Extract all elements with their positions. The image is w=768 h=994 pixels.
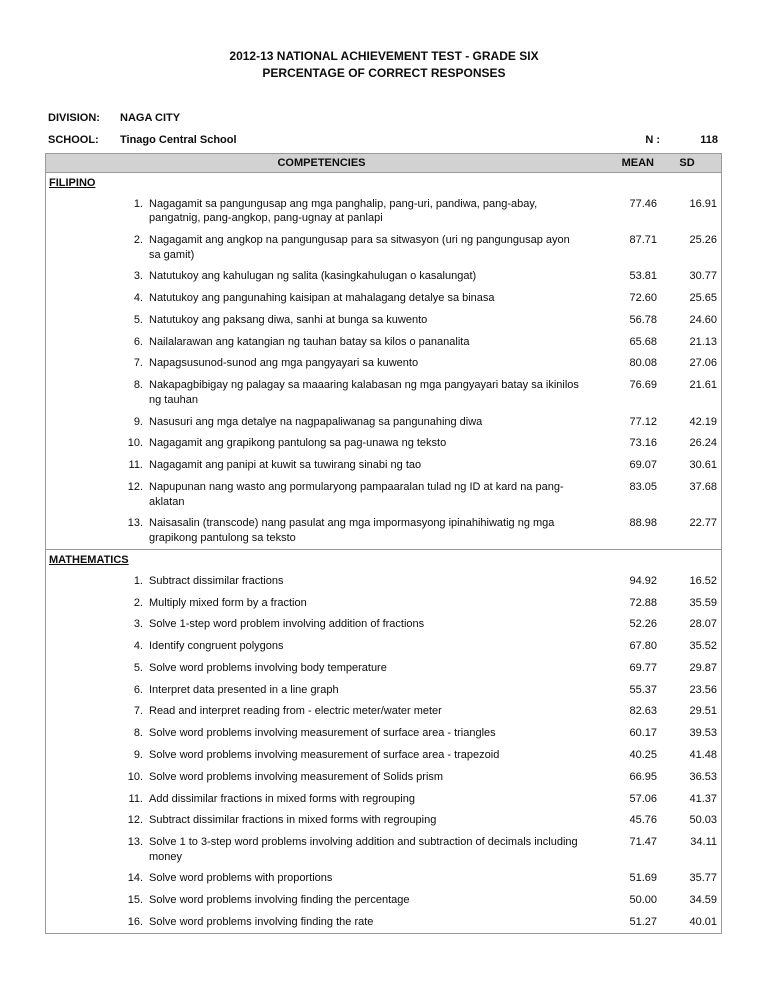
row-number: 9. [133, 415, 143, 428]
row-number: 5. [133, 313, 143, 326]
competency-row [46, 513, 721, 549]
row-number: 3. [133, 270, 143, 283]
competency-row [46, 476, 721, 512]
competency-row [46, 614, 721, 636]
row-sd-value: 29.87 [689, 661, 717, 674]
row-mean-value: 56.78 [629, 313, 657, 326]
section-label: MATHEMATICS [49, 553, 129, 566]
row-sd-value: 41.37 [689, 792, 717, 805]
row-number: 6. [133, 335, 143, 348]
competency-row [46, 288, 721, 310]
competency-row [46, 570, 721, 592]
row-competency-text: Identify congruent polygons [149, 640, 284, 653]
competency-row [46, 744, 721, 766]
row-number: 8. [133, 727, 143, 740]
row-number: 7. [133, 705, 143, 718]
row-number: 16. [127, 916, 143, 929]
division-value: NAGA CITY [120, 112, 181, 124]
row-number: 15. [127, 894, 143, 907]
row-mean-value: 57.06 [629, 792, 657, 805]
row-mean-value: 51.27 [629, 916, 657, 929]
row-competency-text: Nasusuri ang mga detalye na nagpapaliwanag sa pangunahing diwa [149, 415, 483, 428]
row-sd-value: 35.77 [689, 872, 717, 885]
row-competency-text: Napupunan nang wasto ang pormularyong pampaaralan tulad ng ID at kard na pang-aklatan [149, 480, 564, 508]
row-mean-value: 76.69 [629, 379, 657, 392]
section-header-mathematics [46, 549, 721, 570]
row-sd-value: 23.56 [689, 683, 717, 696]
row-competency-text: Nagagamit ang grapikong pantulong sa pag-unawa ng teksto [149, 437, 447, 450]
competency-row [46, 832, 721, 868]
competency-row [46, 635, 721, 657]
row-sd-value: 50.03 [689, 814, 717, 827]
row-mean-value: 40.25 [629, 748, 657, 761]
row-competency-text: Solve 1 to 3-step word problems involving addition and subtraction of decimals including money [149, 836, 578, 863]
column-header-sd: SD [679, 157, 695, 169]
n-label: N : [645, 134, 660, 146]
row-sd-value: 35.52 [689, 640, 717, 653]
row-competency-text: Interpret data presented in a line graph [149, 683, 339, 696]
competency-table [45, 153, 722, 934]
row-mean-value: 50.00 [629, 894, 657, 907]
row-number: 11. [128, 792, 143, 805]
row-number: 1. [133, 197, 143, 210]
row-sd-value: 27.06 [689, 357, 717, 370]
row-number: 14. [127, 872, 143, 885]
row-number: 5. [133, 661, 143, 674]
row-sd-value: 21.13 [689, 335, 717, 348]
report-info [48, 107, 722, 151]
row-mean-value: 51.69 [629, 872, 657, 885]
row-competency-text: Read and interpret reading from - electric meter/water meter [149, 705, 442, 718]
row-sd-value: 24.60 [689, 313, 717, 326]
row-mean-value: 53.81 [629, 270, 657, 283]
row-sd-value: 34.11 [690, 836, 717, 849]
row-mean-value: 88.98 [629, 517, 657, 530]
row-competency-text: Subtract dissimilar fractions [149, 574, 284, 587]
row-competency-text: Naisasalin (transcode) nang pasulat ang mga impormasyong ipinahihiwatig ng mga grapikong pantulong sa teksto [149, 517, 555, 544]
competency-row [46, 353, 721, 375]
row-mean-value: 87.71 [629, 233, 657, 246]
row-number: 12. [127, 814, 143, 827]
row-competency-text: Natutukoy ang pangunahing kaisipan at mahalagang detalye sa binasa [149, 292, 495, 305]
row-sd-value: 34.59 [689, 894, 717, 907]
competency-row [46, 657, 721, 679]
competency-row [46, 766, 721, 788]
row-mean-value: 72.88 [629, 596, 657, 609]
row-mean-value: 82.63 [629, 705, 657, 718]
row-number: 10. [127, 437, 143, 450]
row-mean-value: 66.95 [629, 770, 657, 783]
row-sd-value: 22.77 [689, 517, 717, 530]
row-competency-text: Solve word problems with proportions [149, 872, 333, 885]
row-competency-text: Nagagamit ang panipi at kuwit sa tuwirang sinabi ng tao [149, 459, 422, 472]
division-row [48, 107, 722, 129]
row-mean-value: 83.05 [629, 480, 657, 493]
row-number: 3. [133, 618, 143, 631]
competency-row [46, 868, 721, 890]
competency-row [46, 592, 721, 614]
competency-row [46, 266, 721, 288]
row-number: 6. [133, 683, 143, 696]
row-mean-value: 45.76 [629, 814, 657, 827]
row-sd-value: 36.53 [689, 770, 717, 783]
row-competency-text: Solve word problems involving measurement of surface area - triangles [149, 727, 496, 740]
row-sd-value: 25.26 [689, 233, 717, 246]
competency-row [46, 193, 721, 229]
report-title-line1: 2012-13 NATIONAL ACHIEVEMENT TEST - GRADE SIX [229, 49, 539, 63]
row-competency-text: Nagagamit ang angkop na pangungusap para sa sitwasyon (uri ng pangungusap ayon sa gamit) [149, 233, 570, 261]
row-sd-value: 16.52 [689, 574, 717, 587]
row-competency-text: Solve word problems involving body temperature [149, 661, 387, 674]
section-header-filipino [46, 173, 721, 193]
row-number: 7. [133, 357, 143, 370]
competency-row [46, 309, 721, 331]
row-sd-value: 41.48 [689, 748, 717, 761]
school-value: Tinago Central School [120, 134, 237, 146]
school-label: SCHOOL: [48, 134, 99, 146]
row-sd-value: 21.61 [689, 379, 717, 392]
row-number: 9. [133, 748, 143, 761]
row-competency-text: Natutukoy ang paksang diwa, sanhi at bunga sa kuwento [149, 313, 428, 326]
row-mean-value: 69.07 [629, 459, 657, 472]
row-competency-text: Solve word problems involving measurement of Solids prism [149, 770, 444, 783]
row-mean-value: 73.16 [629, 437, 657, 450]
row-mean-value: 69.77 [629, 661, 657, 674]
row-sd-value: 25.65 [689, 292, 717, 305]
row-mean-value: 52.26 [629, 618, 657, 631]
competency-row [46, 433, 721, 455]
row-mean-value: 65.68 [629, 335, 657, 348]
row-sd-value: 16.91 [689, 197, 717, 210]
row-mean-value: 72.60 [629, 292, 657, 305]
competency-row [46, 229, 721, 265]
division-label: DIVISION: [48, 112, 100, 124]
row-mean-value: 60.17 [629, 727, 657, 740]
competency-row [46, 788, 721, 810]
row-mean-value: 80.08 [629, 357, 657, 370]
competency-row [46, 701, 721, 723]
row-competency-text: Nakapagbibigay ng palagay sa maaaring kalabasan ng mga pangyayari batay sa ikinilos ng tauhan [149, 379, 579, 406]
row-mean-value: 94.92 [629, 574, 657, 587]
row-number: 13. [127, 836, 143, 849]
section-label: FILIPINO [49, 176, 96, 189]
row-number: 2. [133, 233, 143, 246]
competency-row [46, 723, 721, 745]
row-sd-value: 39.53 [689, 727, 717, 740]
competency-row [46, 679, 721, 701]
row-number: 10. [127, 770, 143, 783]
row-sd-value: 40.01 [689, 916, 717, 929]
row-mean-value: 67.80 [629, 640, 657, 653]
row-competency-text: Solve word problems involving finding the rate [149, 916, 374, 929]
competency-row [46, 911, 721, 933]
row-mean-value: 77.12 [629, 415, 657, 428]
column-header-competencies: COMPETENCIES [277, 157, 366, 169]
row-sd-value: 30.77 [689, 270, 717, 283]
row-competency-text: Subtract dissimilar fractions in mixed forms with regrouping [149, 814, 437, 827]
row-number: 4. [133, 640, 143, 653]
table-body [46, 173, 721, 933]
row-number: 4. [133, 292, 143, 305]
competency-row [46, 810, 721, 832]
row-sd-value: 30.61 [689, 459, 717, 472]
row-competency-text: Nailalarawan ang katangian ng tauhan batay sa kilos o pananalita [149, 335, 470, 348]
row-sd-value: 26.24 [689, 437, 717, 450]
row-number: 13. [127, 517, 143, 530]
row-sd-value: 29.51 [689, 705, 717, 718]
competency-row [46, 375, 721, 411]
report-title [0, 0, 768, 82]
row-sd-value: 28.07 [689, 618, 717, 631]
row-competency-text: Napagsusunod-sunod ang mga pangyayari sa kuwento [149, 357, 419, 370]
competency-row [46, 890, 721, 912]
row-competency-text: Solve word problems involving measurement of surface area - trapezoid [149, 748, 500, 761]
row-competency-text: Solve 1-step word problem involving addition of fractions [149, 618, 425, 631]
competency-row [46, 455, 721, 477]
row-number: 1. [133, 574, 143, 587]
row-mean-value: 71.47 [629, 836, 657, 849]
row-number: 2. [133, 596, 143, 609]
competency-row [46, 411, 721, 433]
row-mean-value: 55.37 [629, 683, 657, 696]
n-value: 118 [700, 134, 718, 146]
column-header-mean: MEAN [621, 157, 654, 169]
row-number: 11. [128, 459, 143, 472]
row-competency-text: Multiply mixed form by a fraction [149, 596, 307, 609]
report-title-line2: PERCENTAGE OF CORRECT RESPONSES [262, 66, 506, 80]
row-competency-text: Solve word problems involving finding the percentage [149, 894, 410, 907]
row-sd-value: 37.68 [689, 480, 717, 493]
row-sd-value: 42.19 [689, 415, 717, 428]
table-header-row [46, 154, 721, 173]
row-mean-value: 77.46 [629, 197, 657, 210]
row-number: 8. [133, 379, 143, 392]
row-competency-text: Natutukoy ang kahulugan ng salita (kasingkahulugan o kasalungat) [149, 270, 477, 283]
school-row [48, 129, 722, 151]
row-number: 12. [127, 480, 143, 493]
row-sd-value: 35.59 [689, 596, 717, 609]
competency-row [46, 331, 721, 353]
row-competency-text: Nagagamit sa pangungusap ang mga panghalip, pang-uri, pandiwa, pang-abay, pangatnig, pang-angkop, pang-ugnay at panlapi [149, 197, 538, 225]
row-competency-text: Add dissimilar fractions in mixed forms with regrouping [149, 792, 415, 805]
